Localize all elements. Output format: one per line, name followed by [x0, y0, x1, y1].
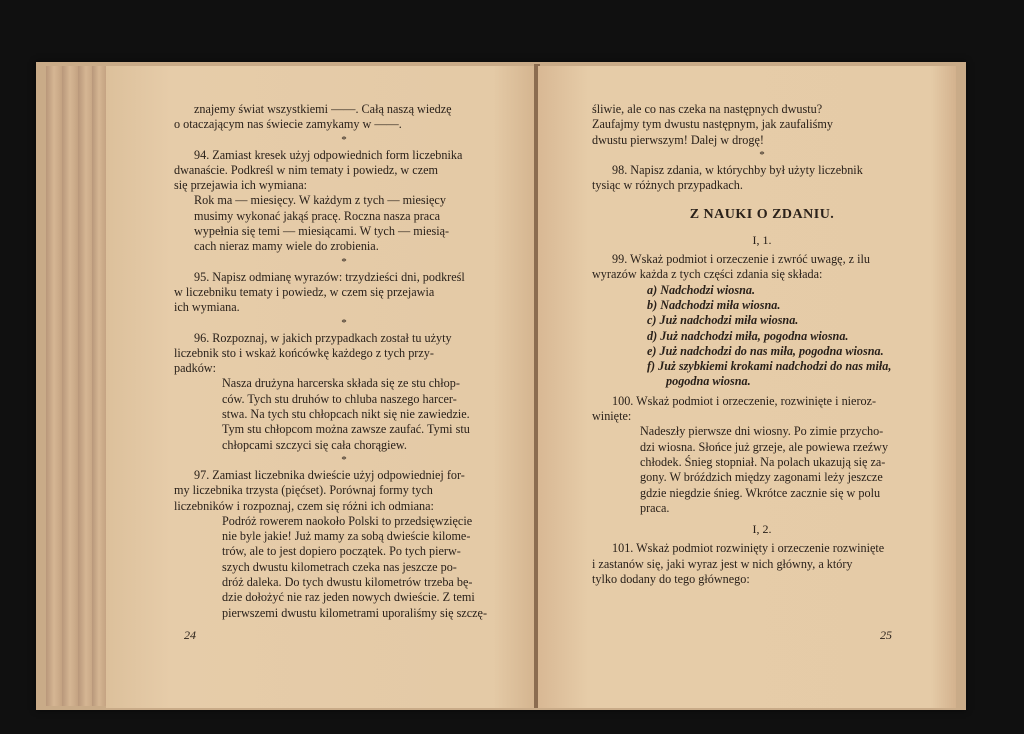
right-page: [538, 66, 956, 708]
section-separator: *: [341, 133, 347, 146]
left-page-text: [174, 102, 514, 621]
text-line: wypełnia się temi — miesiącami. W tych — miesią-: [194, 224, 450, 239]
example-item: e) Już nadchodzi do nas miła, pogodna wiosna.: [647, 343, 884, 358]
example-item: f) Już szybkiemi krokami nadchodzi do nas miła,: [647, 359, 892, 374]
text-line: gdzie niegdzie śnieg. Wkrótce zacznie się w polu: [640, 485, 881, 500]
text-line: dzi wiosna. Słońce już grzeje, ale powiewa rzeźwy: [640, 439, 889, 454]
left-page-number: 24: [184, 628, 196, 642]
text-line: się przejawia ich wymiana:: [174, 178, 307, 193]
text-line: 95. Napisz odmianę wyrazów: trzydzieści dni, podkreśl: [194, 269, 465, 284]
text-line: dróż daleka. Do tych dwustu kilometrów trzeba bę-: [222, 575, 473, 590]
section-separator: *: [341, 316, 347, 329]
section-number: I, 1.: [752, 232, 772, 247]
text-line: wyrazów każda z tych części zdania się składa:: [592, 267, 823, 282]
left-page: [106, 66, 536, 708]
text-line: chłopcami szczyci się cała chorągiew.: [222, 437, 407, 452]
text-line: ców. Tych stu druhów to chluba naszego harcer-: [222, 391, 457, 406]
text-line: Rok ma — miesięcy. W każdym z tych — miesięcy: [194, 193, 446, 208]
text-line: winięte:: [592, 409, 632, 424]
text-line: 96. Rozpoznaj, w jakich przypadkach został tu użyty: [194, 330, 452, 345]
text-line: praca.: [640, 500, 670, 515]
text-line: śliwie, ale co nas czeka na następnych dwustu?: [592, 102, 823, 116]
text-line: gony. W bróździch między zagonami leży jeszcze: [640, 470, 883, 485]
section-separator: *: [341, 453, 347, 466]
text-line: cach nieraz mamy wiele do zrobienia.: [194, 239, 379, 254]
text-line: musimy wykonać jakąś pracę. Roczna nasza praca: [194, 208, 441, 223]
text-line: dzie dołożyć nie raz jeden nowych dwieście. Z temi: [222, 590, 475, 605]
text-line: Nadeszły pierwsze dni wiosny. Po zimie przycho-: [640, 424, 884, 439]
text-line: ich wymiana.: [174, 300, 240, 315]
chapter-heading: Z NAUKI O ZDANIU.: [689, 207, 835, 223]
example-item: pogodna wiosna.: [666, 374, 751, 389]
text-line: tysiąc w różnych przypadkach.: [592, 178, 743, 193]
text-line: i zastanów się, jaki wyraz jest w nich główny, a który: [592, 556, 853, 571]
page-edges: [46, 66, 62, 706]
example-item: c) Już nadchodzi miła wiosna.: [647, 313, 799, 328]
text-line: w liczebniku tematy i powiedz, w czem się przejawia: [174, 284, 435, 299]
text-line: Podróż rowerem naokoło Polski to przedsięwzięcie: [222, 513, 473, 528]
page-edges: [92, 66, 106, 706]
page-edges: [62, 66, 78, 706]
text-line: trów, ale to jest dopiero początek. Po tych pierw-: [222, 544, 461, 559]
text-line: szych dwustu kilometrach czeka nas jeszcze po-: [222, 559, 457, 574]
text-line: dwanaście. Podkreśl w nim tematy i powiedz, w czem: [174, 162, 438, 177]
text-line: my liczebnika trzysta (pięćset). Porównaj formy tych: [174, 483, 433, 498]
text-line: Nasza drużyna harcerska składa się ze stu chłop-: [222, 376, 460, 391]
exercise-100: 100. Wskaż podmiot i orzeczenie, rozwinięte i nieroz-: [612, 393, 877, 408]
text-line: o otaczającym nas świecie zamykamy w ——.: [174, 117, 402, 132]
right-page-number: 25: [880, 628, 892, 642]
text-line: pierwszemi dwustu kilometrami uporaliśmy się szczę-: [222, 605, 488, 620]
right-page-text: [592, 102, 932, 587]
section-number: I, 2.: [752, 522, 772, 537]
text-line: chłodek. Śnieg stopniał. Na polach ukazują się za-: [640, 454, 886, 469]
text-line: liczebników i rozpoznaj, czem się różni ich odmiana:: [174, 498, 434, 513]
text-line: Tym stu chłopcom można zawsze zaufać. Tymi stu: [222, 422, 470, 437]
text-line: 97. Zamiast liczebnika dwieście użyj odpowiedniej for-: [194, 467, 465, 482]
example-item: d) Już nadchodzi miła, pogodna wiosna.: [647, 328, 849, 343]
exercise-98: 98. Napisz zdania, w którychby był użyty liczebnik: [612, 162, 863, 177]
text-line: dwustu pierwszym! Dalej w drogę!: [592, 132, 764, 147]
example-item: a) Nadchodzi wiosna.: [647, 282, 756, 297]
text-line: Zaufajmy tym dwustu następnym, jak zaufaliśmy: [592, 117, 833, 132]
section-separator: *: [341, 255, 347, 268]
text-line: liczebnik sto i wskaż końcówkę każdego z tych przy-: [174, 345, 434, 360]
text-line: stwa. Na tych stu chłopcach nikt się nie zawiedzie.: [222, 407, 470, 422]
text-line: tylko dodany do tego głównego:: [592, 572, 750, 587]
text-line: 94. Zamiast kresek użyj odpowiednich form liczebnika: [194, 147, 463, 162]
section-separator: *: [759, 148, 765, 161]
text-line: znajemy świat wszystkiemi ——. Całą naszą wiedzę: [194, 102, 452, 116]
text-line: padków:: [174, 361, 216, 376]
text-line: nie byle jakie! Już mamy za sobą dwieście kilome-: [222, 529, 471, 544]
exercise-99: 99. Wskaż podmiot i orzeczenie i zwróć uwagę, z ilu: [612, 252, 870, 267]
example-item: b) Nadchodzi miła wiosna.: [647, 297, 781, 312]
exercise-101: 101. Wskaż podmiot rozwinięty i orzeczenie rozwinięte: [612, 541, 885, 556]
